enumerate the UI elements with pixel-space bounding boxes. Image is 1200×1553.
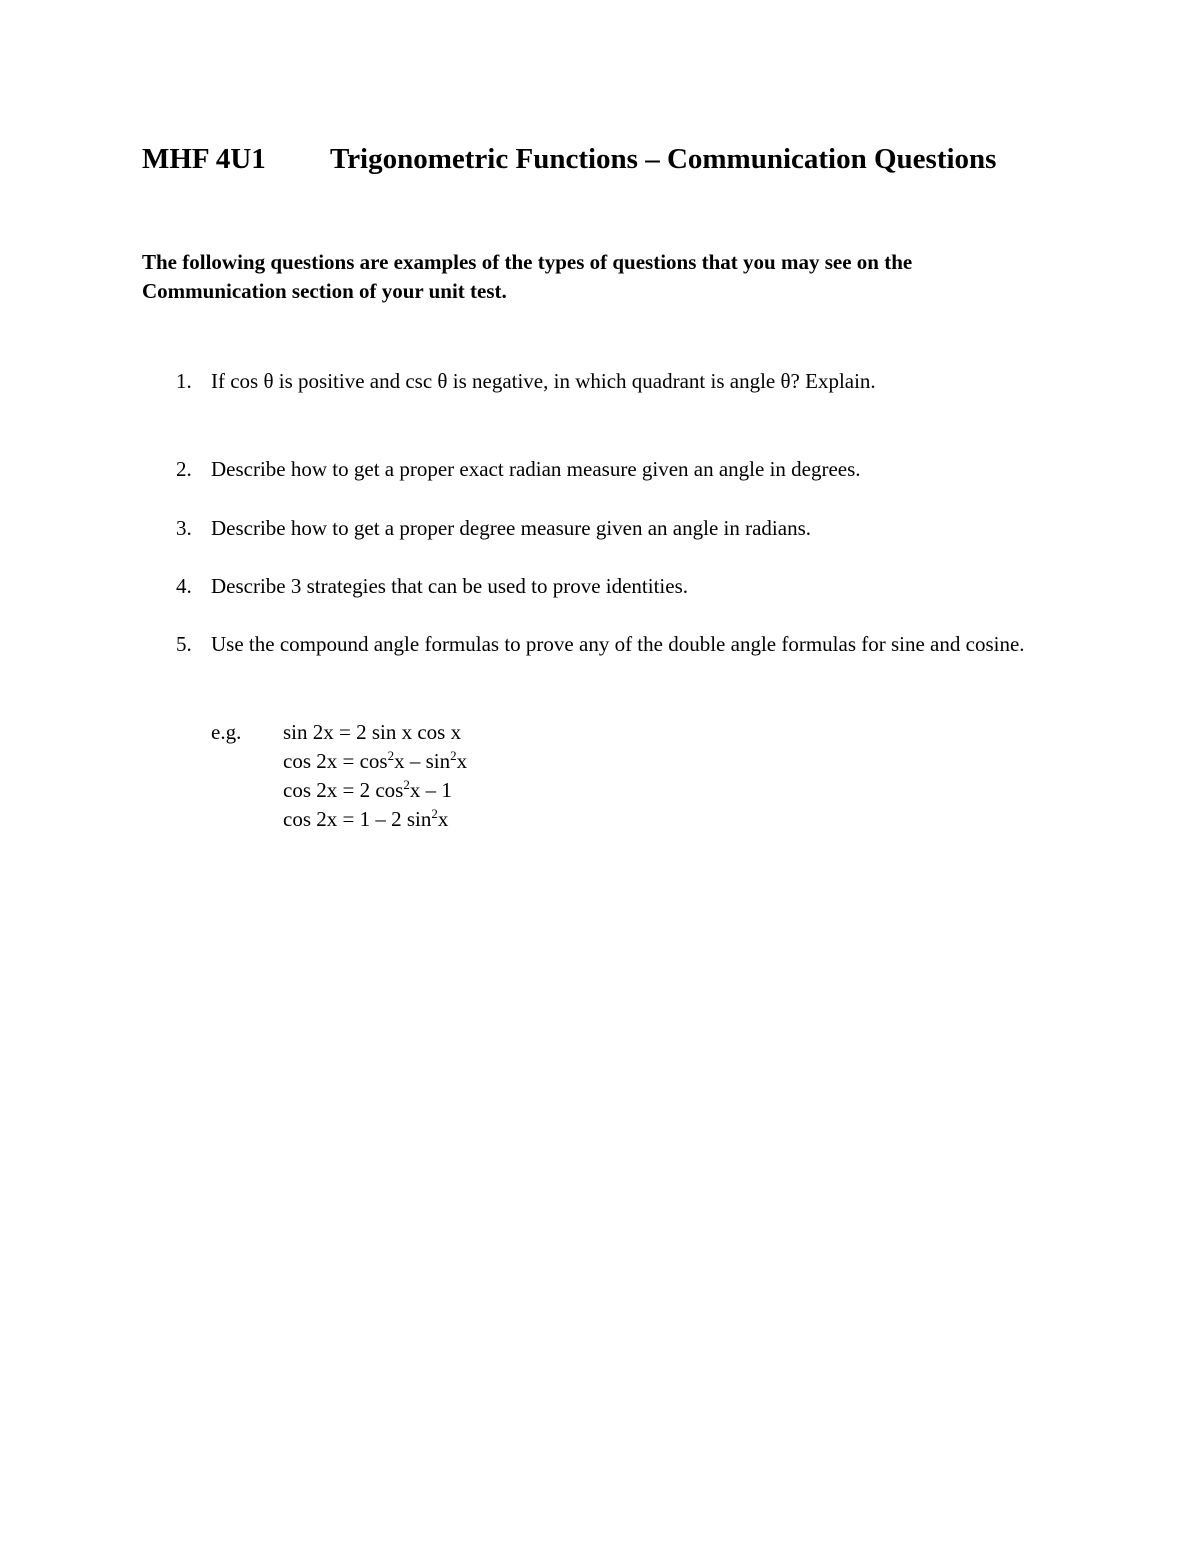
question-number: 5. <box>176 632 192 656</box>
equation-line <box>283 747 467 776</box>
question-number: 4. <box>176 574 192 598</box>
question-number: 2. <box>176 457 192 481</box>
equation-text: x – sin <box>394 749 451 773</box>
page-title <box>142 143 997 176</box>
equation-line <box>283 718 461 747</box>
equation-line <box>283 805 448 834</box>
equation-text: x <box>437 807 449 831</box>
equation-text: cos 2x = cos <box>283 749 388 773</box>
question-text: Describe how to get a proper exact radian measure given an angle in degrees. <box>211 457 861 481</box>
equation-line <box>283 776 452 805</box>
exponent: 2 <box>387 748 395 763</box>
equation-text: sin 2x = 2 sin x cos x <box>283 720 462 744</box>
question-text: Use the compound angle formulas to prove any of the double angle formulas for sine and cosine. <box>211 632 1025 656</box>
equation-text: cos 2x = 2 cos <box>283 778 404 802</box>
question-number: 1. <box>176 369 192 393</box>
question-text: If cos θ is positive and csc θ is negative, in which quadrant is angle θ? Explain. <box>211 369 876 393</box>
question-number: 3. <box>176 516 192 540</box>
equation-text: x – 1 <box>409 778 452 802</box>
exponent: 2 <box>431 806 438 821</box>
course-code: MHF 4U1 <box>142 143 266 175</box>
document-title: Trigonometric Functions – Communication Questions <box>330 143 997 175</box>
exponent: 2 <box>450 748 457 763</box>
exponent: 2 <box>403 777 410 792</box>
question-text: Describe 3 strategies that can be used to prove identities. <box>211 574 689 598</box>
equation-text: cos 2x = 1 – 2 sin <box>283 807 432 831</box>
intro-paragraph: The following questions are examples of the types of questions that you may see on the Communication section of your unit test. <box>142 250 913 303</box>
example-label: e.g. <box>211 720 242 744</box>
equation-text: x <box>456 749 468 773</box>
question-text: Describe how to get a proper degree measure given an angle in radians. <box>211 516 812 540</box>
